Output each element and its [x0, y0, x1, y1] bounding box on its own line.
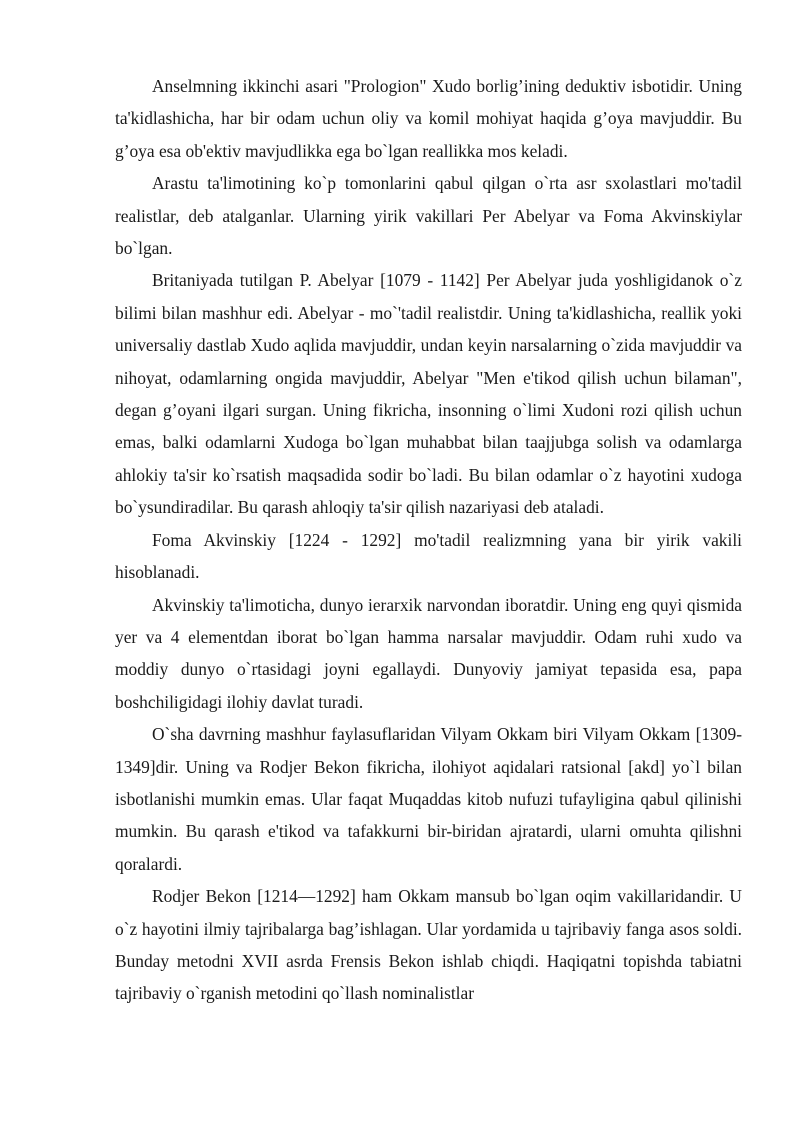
paragraph-rodjer-bekon: Rodjer Bekon [1214—1292] ham Okkam mansub bo`lgan oqim vakillaridandir. U o`z hayotini ilmiy tajribalarga bag’ishlagan. Ular yordamida u tajribaviy fanga asos soldi. Bunday metodni XVII asrda Frensis Bekon ishlab chiqdi. Haqiqatni topishda tabiatni tajribaviy o`rganish metodini qo`llash nominalistlar [115, 886, 742, 1004]
paragraph-akvinskiy-talimoti: Akvinskiy ta'limoticha, dunyo ierarxik narvondan iboratdir. Uning eng quyi qismida yer va 4 elementdan iborat bo`lgan hamma narsalar mavjuddir. Odam ruhi xudo va moddiy dunyo o`rtasidagi joyni egallaydi. Dunyoviy jamiyat tepasida esa, papa boshchiligidagi ilohiy davlat turadi. [115, 594, 742, 712]
paragraph-anselm: Anselmning ikkinchi asari "Prologion" Xudo borlig’ining deduktiv isbotidir. Uning ta'kidlashicha, har bir odam uchun oliy va komil mohiyat haqida g’oya mavjuddir. Bu g’oya esa ob'ektiv mavjudlikka ega bo`lgan reallikka mos keladi. [115, 76, 742, 161]
paragraph-arastu: Arastu ta'limotining ko`p tomonlarini qabul qilgan o`rta asr sxolastlari mo'tadil realistlar, deb atalganlar. Ularning yirik vakillari Per Abelyar va Foma Akvinskiylar bo`lgan. [115, 173, 742, 259]
document-page [115, 70, 742, 1010]
paragraph-foma-akvinskiy: Foma Akvinskiy [1224 - 1292] mo'tadil realizmning yana bir yirik vakili hisoblanadi. [115, 529, 742, 583]
paragraph-abelyar: Britaniyada tutilgan P. Abelyar [1079 - 1142] Per Abelyar juda yoshligidanok o`z bilimi bilan mashhur edi. Abelyar - mo`'tadil realistdir. Uning ta'kidlashicha, reallik yoki universaliy dastlab Xudo aqlida mavjuddir, undan keyin narsalarning o`zida mavjuddir va nihoyat, odamlarning ongida mavjuddir, Abelyar "Men e'tikod qilish uchun bilaman", degan g’oyani ilgari surgan. Uning fikricha, insonning o`limi Xudoni rozi qilish uchun emas, balki odamlarni Xudoga bo`lgan muhabbat bilan taajjubga solish va odamlarga ahlokiy ta'sir ko`rsatish maqsadida sodir bo`ladi. Bu bilan odamlar o`z hayotini xudoga bo`ysundiradilar. Bu qarash ahloqiy ta'sir qilish nazariyasi deb ataladi. [115, 270, 742, 518]
paragraph-okkam: O`sha davrning mashhur faylasuflaridan Vilyam Okkam biri Vilyam Okkam [1309-1349]dir. Uning va Rodjer Bekon fikricha, ilohiyot aqidalari ratsional [akd] yo`l bilan isbotlanishi mumkin emas. Ular faqat Muqaddas kitob nufuzi tufayligina qabul qilinishi mumkin. Bu qarash e'tikod va tafakkurni bir-biridan ajratardi, ularni omuhta qilishni qoralardi. [115, 724, 742, 874]
